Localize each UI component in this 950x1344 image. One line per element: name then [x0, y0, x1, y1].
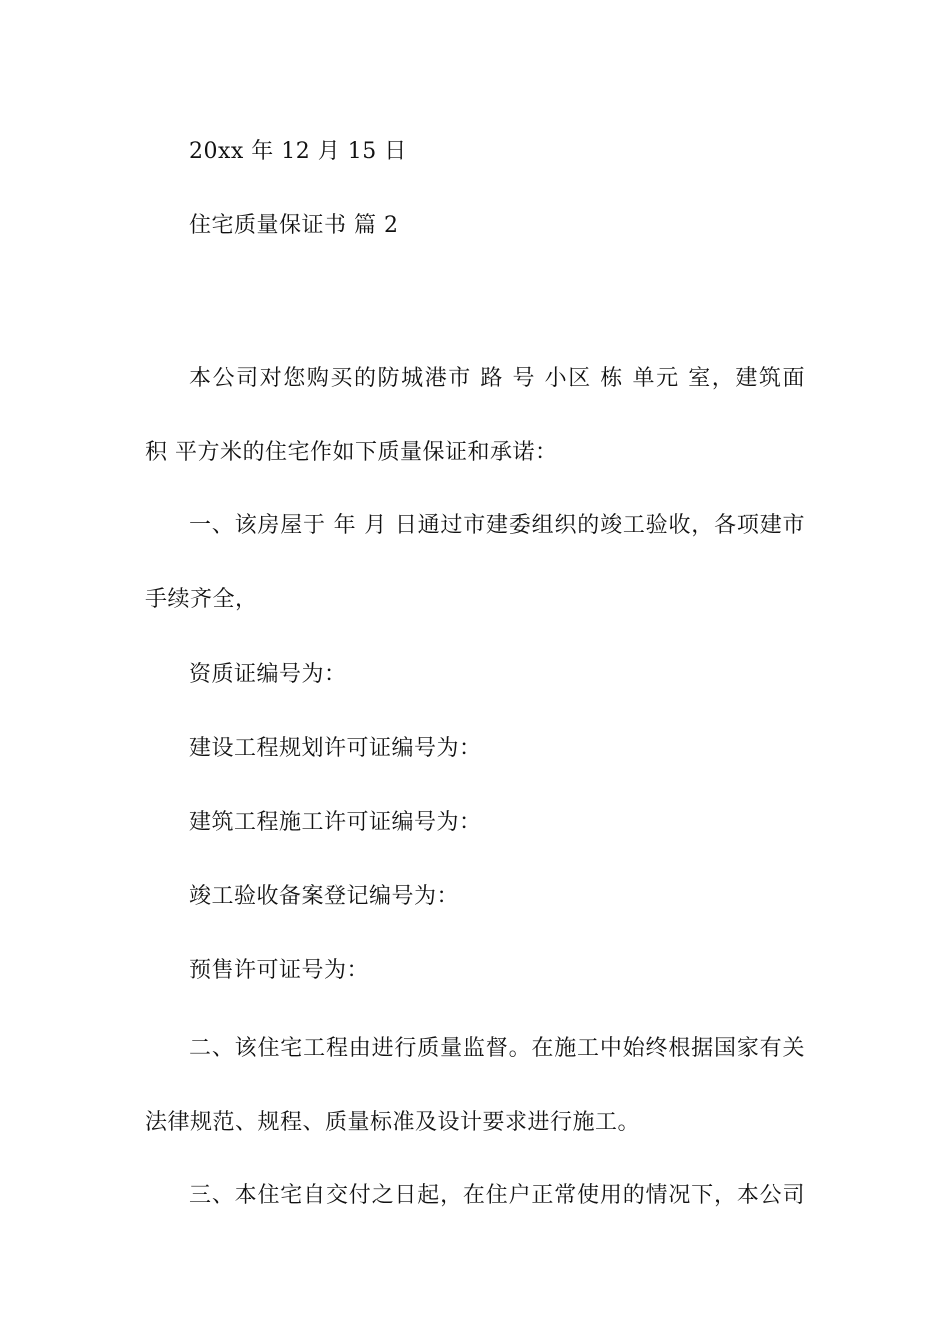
paragraph-1-line-1: 本公司对您购买的防城港市 路 号 小区 栋 单元 室，建筑面 [189, 366, 805, 391]
date-line: 20xx 年 12 月 15 日 [189, 139, 407, 164]
paragraph-2-line-1: 一、该房屋于 年 月 日通过市建委组织的竣工验收，各项建市 [189, 513, 805, 538]
paragraph-4-line-1: 三、本住宅自交付之日起，在住户正常使用的情况下，本公司 [189, 1183, 805, 1208]
paragraph-3-line-2: 法律规范、规程、质量标准及设计要求进行施工。 [145, 1110, 641, 1135]
presale-permit-line: 预售许可证号为： [189, 958, 370, 983]
completion-record-line: 竣工验收备案登记编号为： [189, 884, 460, 909]
paragraph-2-line-2: 手续齐全， [145, 587, 258, 612]
qualification-number-line: 资质证编号为： [189, 662, 347, 687]
document-heading: 住宅质量保证书 篇 2 [189, 213, 399, 238]
planning-permit-line: 建设工程规划许可证编号为： [189, 736, 482, 761]
paragraph-1-line-2: 积 平方米的住宅作如下质量保证和承诺： [145, 440, 558, 465]
construction-permit-line: 建筑工程施工许可证编号为： [189, 810, 482, 835]
paragraph-3-line-1: 二、该住宅工程由进行质量监督。在施工中始终根据国家有关 [189, 1036, 805, 1061]
